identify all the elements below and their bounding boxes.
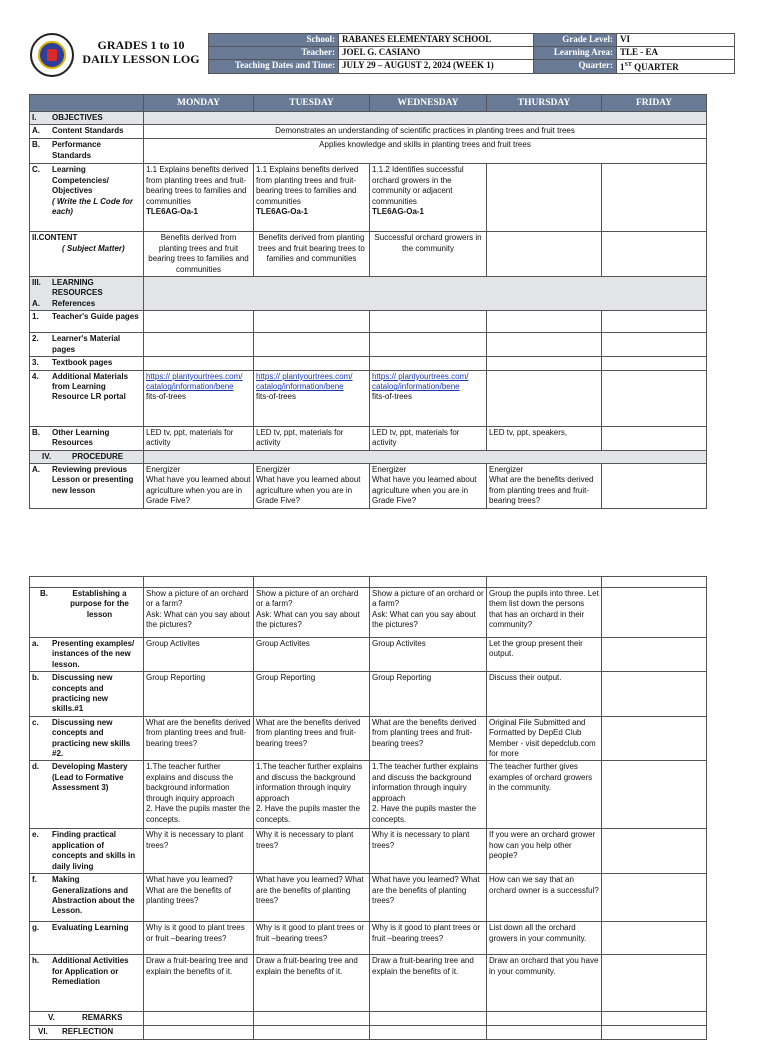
generalizations-label-cell <box>30 874 144 922</box>
empty-cell <box>30 577 144 588</box>
practical-application-monday: Why it is necessary to plant trees? <box>144 829 254 874</box>
content-standards-num: A. <box>32 126 40 136</box>
content-label-cell <box>30 232 144 277</box>
learning-area-value: TLE - EA <box>617 47 735 60</box>
reviewing-lesson-label-cell <box>30 464 144 509</box>
competency-code: TLE6AG-Oa-1 <box>372 207 425 217</box>
quarter-value <box>617 60 735 74</box>
empty-cell <box>602 311 707 333</box>
discussing-concepts-2-tuesday: What are the benefits derived from planting trees and fruit- bearing trees? <box>254 716 370 761</box>
empty-cell <box>487 311 602 333</box>
objectives-label: OBJECTIVES <box>52 113 103 122</box>
reviewing-lesson-num: A. <box>32 465 40 475</box>
discussing-concepts-1-label-cell <box>30 672 144 717</box>
header-info-table <box>208 33 735 74</box>
additional-materials-num: 4. <box>32 371 39 381</box>
teachers-guide-label: Teacher's Guide pages <box>52 312 139 322</box>
discussing-concepts-2-label-cell <box>30 716 144 761</box>
additional-materials-wednesday <box>370 370 487 426</box>
procedure-num: IV. <box>42 451 52 461</box>
grade-level-label: Grade Level: <box>534 34 617 47</box>
teaching-dates-label: Teaching Dates and Time: <box>209 60 339 74</box>
evaluating-learning-wednesday: Why is it good to plant trees or fruit –bearing trees? <box>370 922 487 955</box>
reviewing-lesson-monday: Energizer What have you learned about agriculture when you are in Grade Five? <box>144 464 254 509</box>
practical-application-thursday: If you were an orchard grower how can you help other people? <box>487 829 602 874</box>
teacher-label: Teacher: <box>209 47 339 60</box>
reflection-label-cell <box>30 1026 144 1039</box>
additional-activities-num: h. <box>32 956 40 966</box>
establishing-purpose-wednesday: Show a picture of an orchard or a farm? Ask: What can you say about the pictures? <box>370 588 487 638</box>
empty-cell <box>487 1026 602 1039</box>
content-thursday <box>487 232 602 277</box>
reflection-label: REFLECTION <box>62 1027 114 1037</box>
quarter-suffix: QUARTER <box>631 62 679 72</box>
empty-cell <box>602 716 707 761</box>
presenting-examples-tuesday: Group Activites <box>254 638 370 672</box>
competency-code: TLE6AG-Oa-1 <box>256 207 309 217</box>
discussing-concepts-2-monday: What are the benefits derived from planting trees and fruit- bearing trees? <box>144 716 254 761</box>
learning-resources-heading <box>30 277 144 311</box>
learning-resources-section-row <box>144 277 707 311</box>
learning-resources-label: LEARNING RESOURCES <box>52 278 103 298</box>
developing-mastery-tuesday: 1.The teacher further explains and discuss the background information through inquiry approach 2. Have the pupils master the concepts. <box>254 761 370 829</box>
remarks-label: REMARKS <box>82 1013 123 1023</box>
practical-application-tuesday: Why it is necessary to plant trees? <box>254 829 370 874</box>
quarter-number: 1 <box>620 62 625 72</box>
additional-materials-label: Additional Materials from Learning Resource LR portal <box>52 371 129 402</box>
reviewing-lesson-wednesday: Energizer What have you learned about agriculture when you are in Grade Five? <box>370 464 487 509</box>
additional-materials-label-cell <box>30 370 144 426</box>
developing-mastery-label: Developing Mastery (Lead to Formative Assessment 3) <box>52 762 128 793</box>
day-header-friday: FRIDAY <box>602 95 707 112</box>
generalizations-thursday: How can we say that an orchard owner is a successful? <box>487 874 602 922</box>
learners-material-label-cell <box>30 333 144 357</box>
objectives-heading <box>30 112 144 125</box>
resource-link-tail: fits-of-trees <box>146 392 187 402</box>
empty-cell <box>370 1012 487 1026</box>
establishing-purpose-thursday: Group the pupils into three. Let them list down the persons that has an orchard in their community? <box>487 588 602 638</box>
reflection-num: VI. <box>38 1027 48 1037</box>
developing-mastery-num: d. <box>32 762 40 772</box>
content-friday <box>602 232 707 277</box>
presenting-examples-wednesday: Group Activites <box>370 638 487 672</box>
discussing-concepts-1-thursday: Discuss their output. <box>487 672 602 717</box>
generalizations-label: Making Generalizations and Abstraction about the Lesson. <box>52 875 135 916</box>
discussing-concepts-1-tuesday: Group Reporting <box>254 672 370 717</box>
presenting-examples-monday: Group Activites <box>144 638 254 672</box>
empty-cell <box>602 1026 707 1039</box>
other-resources-tuesday: LED tv, ppt, materials for activity <box>254 426 370 450</box>
references-num: A. <box>32 298 40 308</box>
discussing-concepts-2-wednesday: What are the benefits derived from planting trees and fruit- bearing trees? <box>370 716 487 761</box>
establishing-purpose-monday: Show a picture of an orchard or a farm? Ask: What can you say about the pictures? <box>144 588 254 638</box>
additional-activities-label: Additional Activities for Application or Remediation <box>52 956 129 986</box>
empty-cell <box>254 311 370 333</box>
empty-cell <box>602 922 707 955</box>
performance-standards-num: B. <box>32 140 40 150</box>
textbook-num: 3. <box>32 358 39 368</box>
seal-emblem <box>38 41 66 69</box>
resource-link[interactable]: https:// plantyourtrees.com/ catalog/information/bene <box>146 371 243 392</box>
content-wednesday: Successful orchard growers in the community <box>370 232 487 277</box>
other-resources-label-cell <box>30 426 144 450</box>
empty-cell <box>602 874 707 922</box>
competencies-monday <box>144 164 254 232</box>
generalizations-num: f. <box>32 875 37 885</box>
empty-cell <box>370 1026 487 1039</box>
competencies-label-cell <box>30 164 144 232</box>
learning-resources-num: III. <box>32 278 41 288</box>
empty-cell <box>254 1026 370 1039</box>
resource-link[interactable]: https:// plantyourtrees.com/ catalog/information/bene <box>372 371 469 392</box>
empty-cell <box>602 577 707 588</box>
empty-cell <box>370 577 487 588</box>
content-tuesday: Benefits derived from planting trees and fruit bearing trees to families and communities <box>254 232 370 277</box>
empty-cell <box>602 464 707 509</box>
evaluating-learning-monday: Why is it good to plant trees or fruit –bearing trees? <box>144 922 254 955</box>
empty-cell <box>487 1012 602 1026</box>
resource-link-tail: fits-of-trees <box>372 392 413 402</box>
performance-standards-value: Applies knowledge and skills in planting trees and fruit trees <box>144 139 707 164</box>
brand-line-1: GRADES 1 to 10 <box>97 38 185 52</box>
day-header-thursday: THURSDAY <box>487 95 602 112</box>
discussing-concepts-1-wednesday: Group Reporting <box>370 672 487 717</box>
generalizations-wednesday: What have you learned? What are the benefits of planting trees? <box>370 874 487 922</box>
other-resources-wednesday: LED tv, ppt, materials for activity <box>370 426 487 450</box>
empty-cell <box>602 1012 707 1026</box>
empty-cell <box>144 1026 254 1039</box>
competencies-label: Learning Competencies/ Objectives <box>52 165 109 196</box>
discussing-concepts-1-num: b. <box>32 673 40 683</box>
remarks-num: V. <box>48 1013 55 1023</box>
learners-material-num: 2. <box>32 334 39 344</box>
additional-activities-label-cell <box>30 955 144 1012</box>
empty-cell <box>144 311 254 333</box>
empty-cell <box>144 577 254 588</box>
reviewing-lesson-tuesday: Energizer What have you learned about agriculture when you are in Grade Five? <box>254 464 370 509</box>
competencies-friday <box>602 164 707 232</box>
additional-materials-monday <box>144 370 254 426</box>
seal-flag-shape <box>47 49 57 61</box>
teacher-value: JOEL G. CASIANO <box>339 47 534 60</box>
textbook-label-cell <box>30 357 144 370</box>
lesson-log-table-page1 <box>29 94 707 509</box>
textbook-label: Textbook pages <box>52 358 113 368</box>
empty-cell <box>602 829 707 874</box>
establishing-purpose-num: B. <box>40 589 48 598</box>
procedure-heading <box>30 450 144 463</box>
quarter-ordinal: ST <box>624 62 632 68</box>
competencies-num: C. <box>32 165 40 175</box>
discussing-concepts-2-num: c. <box>32 717 39 727</box>
competency-text: 1.1 Explains benefits derived from planting trees and fruit-bearing trees to families and communities <box>256 165 359 206</box>
empty-cell <box>602 638 707 672</box>
establishing-purpose-label-cell <box>30 588 144 638</box>
practical-application-wednesday: Why it is necessary to plant trees? <box>370 829 487 874</box>
learning-area-label: Learning Area: <box>534 47 617 60</box>
presenting-examples-num: a. <box>32 639 39 648</box>
resource-link[interactable]: https:// plantyourtrees.com/ catalog/information/bene <box>256 371 353 392</box>
references-label: References <box>52 298 96 308</box>
empty-cell <box>370 333 487 357</box>
content-standards-value: Demonstrates an understanding of scientific practices in planting trees and fruit trees <box>144 125 707 139</box>
empty-cell <box>254 333 370 357</box>
empty-cell <box>602 761 707 829</box>
document-title <box>74 38 208 66</box>
deped-seal-icon <box>30 33 74 77</box>
teachers-guide-label-cell <box>30 311 144 333</box>
additional-activities-wednesday: Draw a fruit-bearing tree and explain the benefits of it. <box>370 955 487 1012</box>
content-label: II.CONTENT <box>32 233 78 243</box>
content-standards-label-cell <box>30 125 144 139</box>
procedure-label: PROCEDURE <box>72 451 124 461</box>
teachers-guide-num: 1. <box>32 312 39 322</box>
discussing-concepts-2-thursday: Original File Submitted and Formatted by DepEd Club Member - visit depedclub.com for more <box>487 716 602 761</box>
developing-mastery-thursday: The teacher further gives examples of orchard growers in the community. <box>487 761 602 829</box>
empty-cell <box>487 370 602 426</box>
learners-material-label: Learner's Material pages <box>52 334 121 354</box>
competencies-wednesday <box>370 164 487 232</box>
school-value: RABANES ELEMENTARY SCHOOL <box>339 34 534 47</box>
teaching-dates-value: JULY 29 – AUGUST 2, 2024 (WEEK 1) <box>339 60 534 74</box>
empty-cell <box>487 357 602 370</box>
evaluating-learning-thursday: List down all the orchard growers in your community. <box>487 922 602 955</box>
empty-cell <box>602 426 707 450</box>
procedure-section-row <box>144 450 707 463</box>
additional-activities-tuesday: Draw a fruit-bearing tree and explain the benefits of it. <box>254 955 370 1012</box>
quarter-label: Quarter: <box>534 60 617 74</box>
empty-cell <box>144 333 254 357</box>
performance-standards-label-cell <box>30 139 144 164</box>
discussing-concepts-1-label: Discussing new concepts and practicing new skills.#1 <box>52 673 113 714</box>
empty-cell <box>602 370 707 426</box>
generalizations-tuesday: What have you learned? What are the benefits of planting trees? <box>254 874 370 922</box>
content-monday: Benefits derived from planting trees and fruit bearing trees to families and communities <box>144 232 254 277</box>
establishing-purpose-label: Establishing a purpose for the lesson <box>70 589 129 619</box>
school-label: School: <box>209 34 339 47</box>
content-standards-label: Content Standards <box>52 126 124 136</box>
empty-cell <box>370 357 487 370</box>
additional-activities-monday: Draw a fruit-bearing tree and explain the benefits of it. <box>144 955 254 1012</box>
empty-cell <box>370 311 487 333</box>
empty-cell <box>144 357 254 370</box>
competencies-tuesday <box>254 164 370 232</box>
day-header-tuesday: TUESDAY <box>254 95 370 112</box>
generalizations-monday: What have you learned? What are the benefits of planting trees? <box>144 874 254 922</box>
empty-cell <box>144 1012 254 1026</box>
evaluating-learning-num: g. <box>32 923 40 933</box>
other-resources-thursday: LED tv, ppt, speakers, <box>487 426 602 450</box>
other-resources-label: Other Learning Resources <box>52 427 110 448</box>
empty-cell <box>254 1012 370 1026</box>
grade-level-value: VI <box>617 34 735 47</box>
practical-application-label: Finding practical application of concepts and skills in daily living <box>52 830 136 871</box>
presenting-examples-label: Presenting examples/ instances of the new lesson. <box>52 639 135 669</box>
developing-mastery-label-cell <box>30 761 144 829</box>
empty-cell <box>602 672 707 717</box>
day-header-monday: MONDAY <box>144 95 254 112</box>
practical-application-num: e. <box>32 830 39 840</box>
performance-standards-label: Performance Standards <box>52 140 101 160</box>
establishing-purpose-tuesday: Show a picture of an orchard or a farm? Ask: What can you say about the pictures? <box>254 588 370 638</box>
empty-cell <box>602 588 707 638</box>
header-blank-cell <box>30 95 144 112</box>
evaluating-learning-label: Evaluating Learning <box>52 923 129 933</box>
objectives-num: I. <box>32 113 37 122</box>
competency-code: TLE6AG-Oa-1 <box>146 207 199 217</box>
competencies-thursday <box>487 164 602 232</box>
reviewing-lesson-label: Reviewing previous Lesson or presenting new lesson <box>52 465 134 495</box>
competencies-note: ( Write the L Code for each) <box>52 196 134 217</box>
developing-mastery-wednesday: 1.The teacher further explains and discuss the background information through inquiry approach 2. Have the pupils master the concepts. <box>370 761 487 829</box>
reviewing-lesson-thursday: Energizer What are the benefits derived from planting trees and fruit-bearing trees? <box>487 464 602 509</box>
competency-text: 1.1.2 Identifies successful orchard growers in the community or adjacent communities <box>372 165 464 206</box>
objectives-section-row <box>144 112 707 125</box>
remarks-label-cell <box>30 1012 144 1026</box>
developing-mastery-monday: 1.The teacher further explains and discuss the background information through inquiry approach 2. Have the pupils master the concepts. <box>144 761 254 829</box>
content-sub-label: ( Subject Matter) <box>62 243 125 253</box>
day-header-wednesday: WEDNESDAY <box>370 95 487 112</box>
brand-line-2: DAILY LESSON LOG <box>82 52 200 66</box>
presenting-examples-thursday: Let the group present their output. <box>487 638 602 672</box>
empty-cell <box>602 955 707 1012</box>
empty-cell <box>487 333 602 357</box>
presenting-examples-label-cell <box>30 638 144 672</box>
evaluating-learning-label-cell <box>30 922 144 955</box>
empty-cell <box>254 577 370 588</box>
other-resources-monday: LED tv, ppt, materials for activity <box>144 426 254 450</box>
evaluating-learning-tuesday: Why is it good to plant trees or fruit –bearing trees? <box>254 922 370 955</box>
resource-link-tail: fits-of-trees <box>256 392 297 402</box>
additional-activities-thursday: Draw an orchard that you have in your community. <box>487 955 602 1012</box>
practical-application-label-cell <box>30 829 144 874</box>
empty-cell <box>487 577 602 588</box>
empty-cell <box>602 357 707 370</box>
empty-cell <box>602 333 707 357</box>
discussing-concepts-1-monday: Group Reporting <box>144 672 254 717</box>
discussing-concepts-2-label: Discussing new concepts and practicing new skills #2. <box>52 717 131 759</box>
additional-materials-tuesday <box>254 370 370 426</box>
competency-text: 1.1 Explains benefits derived from planting trees and fruit-bearing trees to families and communities <box>146 165 249 206</box>
empty-cell <box>254 357 370 370</box>
other-resources-num: B. <box>32 427 40 437</box>
lesson-log-table-page2 <box>29 576 707 1040</box>
